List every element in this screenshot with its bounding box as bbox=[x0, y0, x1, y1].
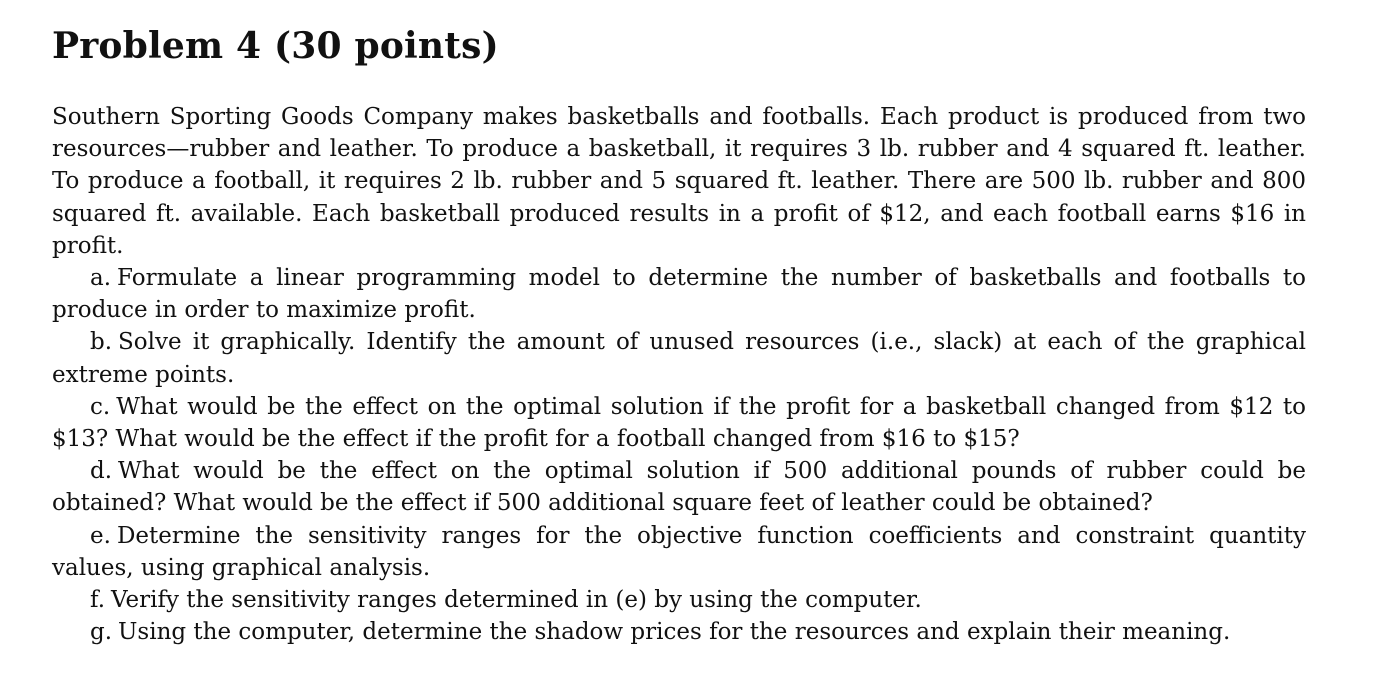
part-b-marker: b. bbox=[90, 329, 113, 356]
part-e-text: Determine the sensitivity ranges for the objective function coefficients and constraint quantity values, using graphical analysis. bbox=[52, 522, 1306, 581]
part-e bbox=[52, 520, 1306, 584]
part-a-marker: a. bbox=[90, 265, 112, 292]
problem-title: Problem 4 (30 points) bbox=[52, 25, 499, 67]
part-f bbox=[52, 584, 1306, 616]
part-b-text: Solve it graphically. Identify the amount of unused resources (i.e., slack) at each of the graphical extreme points. bbox=[52, 329, 1306, 388]
part-d-marker: d. bbox=[90, 458, 113, 485]
problem-intro: Southern Sporting Goods Company makes basketballs and footballs. Each product is produced from two resources—rubber and leather. To produce a basketball, it requires 3 lb. rubber and 4 squared ft. leather. To produce a football, it requires 2 lb. rubber and 5 squared ft. leather. There are 500 lb. rubber and 800 squared ft. available. Each basketball produced results in a profit of $12, and each football earns $16 in profit. bbox=[52, 104, 1306, 259]
part-d bbox=[52, 455, 1306, 519]
part-e-marker: e. bbox=[90, 522, 111, 549]
part-c bbox=[52, 391, 1306, 455]
problem-document bbox=[52, 24, 1306, 648]
part-g-marker: g. bbox=[90, 619, 113, 646]
part-f-marker: f. bbox=[90, 587, 106, 614]
part-a-text: Formulate a linear programming model to determine the number of basketballs and footballs to produce in order to maximize profit. bbox=[52, 265, 1306, 324]
part-g bbox=[52, 616, 1306, 648]
part-a bbox=[52, 262, 1306, 326]
part-c-marker: c. bbox=[90, 393, 111, 420]
part-f-text: Verify the sensitivity ranges determined in (e) by using the computer. bbox=[111, 587, 922, 614]
part-d-text: What would be the effect on the optimal solution if 500 additional pounds of rubber could be obtained? What would be the effect if 500 additional square feet of leather could be obtained? bbox=[52, 458, 1306, 517]
part-g-text: Using the computer, determine the shadow prices for the resources and explain their meaning. bbox=[118, 619, 1231, 646]
part-c-text: What would be the effect on the optimal solution if the profit for a basketball changed from $12 to $13? What would be the effect if the profit for a football changed from $16 to $15? bbox=[52, 393, 1306, 453]
part-b bbox=[52, 326, 1306, 390]
